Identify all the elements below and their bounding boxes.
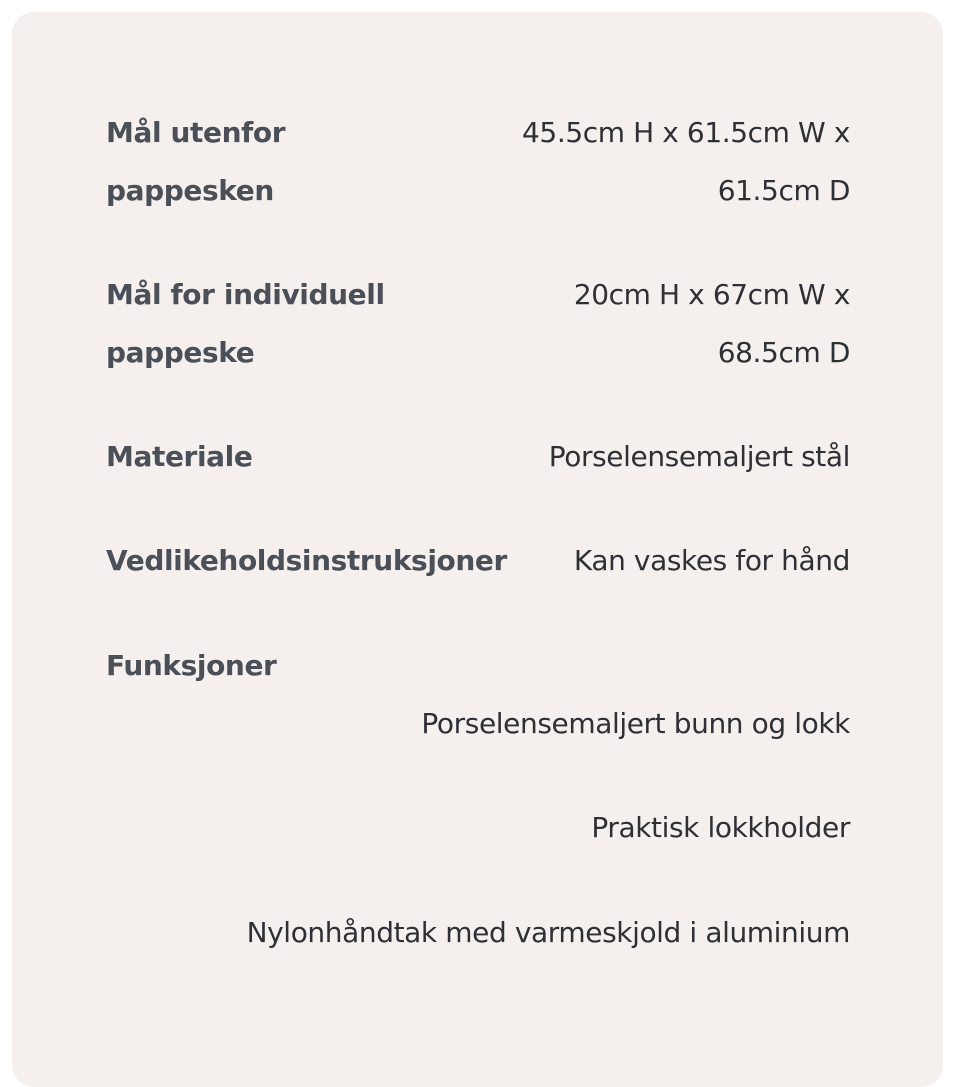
spec-row-features (106, 637, 850, 695)
spec-row-care-instructions (106, 532, 850, 590)
feature-item: Porselensemaljert bunn og lokk (421, 707, 850, 740)
spec-value (574, 266, 850, 382)
spec-label-line: pappeske (106, 336, 255, 369)
spec-label: Vedlikeholdsinstruksjoner (106, 544, 507, 577)
spec-value-line: 61.5cm D (717, 174, 850, 207)
spec-value-line: 68.5cm D (717, 336, 850, 369)
spec-label-line: pappesken (106, 174, 274, 207)
spec-value-line: 20cm H x 67cm W x (573, 278, 850, 311)
feature-item: Praktisk lokkholder (591, 811, 850, 844)
spec-value: Kan vaskes for hånd (573, 544, 850, 577)
spec-label (106, 266, 385, 382)
spec-label-line: Mål utenfor (106, 116, 286, 149)
spec-label-line: Mål for individuell (106, 278, 385, 311)
feature-item: Nylonhåndtak med varmeskjold i aluminium (246, 916, 850, 949)
spec-value: Porselensemaljert stål (548, 440, 850, 473)
spec-row-outer-box-dimensions (106, 104, 850, 220)
spec-label (106, 104, 285, 220)
spec-label: Materiale (106, 440, 253, 473)
features-label: Funksjoner (106, 649, 277, 682)
spec-row-individual-box-dimensions (106, 266, 850, 382)
spec-value (522, 104, 850, 220)
spec-row-material (106, 428, 850, 486)
spec-value-line: 45.5cm H x 61.5cm W x (521, 116, 850, 149)
